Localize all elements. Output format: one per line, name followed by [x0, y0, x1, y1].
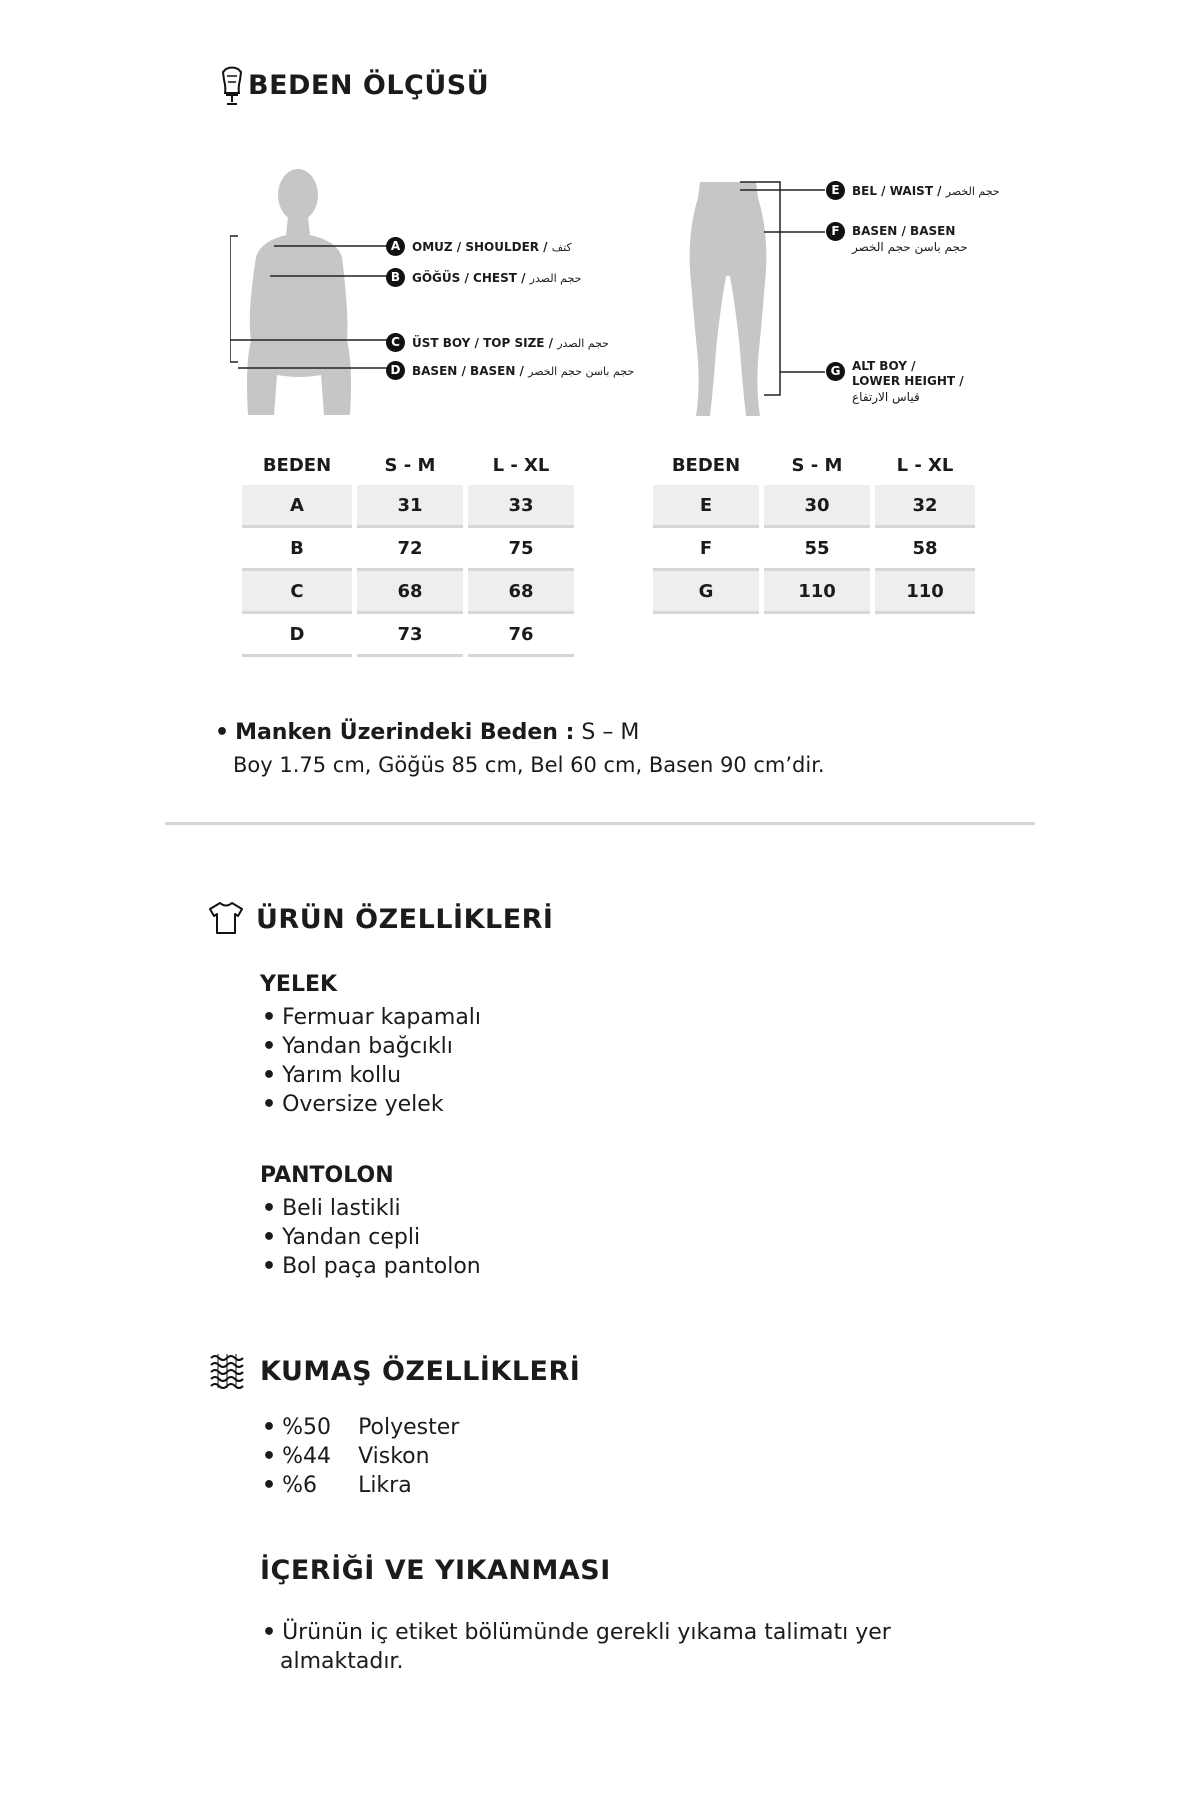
table-header-cell: L - XL	[896, 454, 954, 476]
product-group-title: YELEK	[260, 972, 338, 997]
table-cell: 72	[357, 528, 463, 571]
care-text-line2: almaktadır.	[280, 1649, 404, 1674]
table-row	[653, 571, 975, 614]
label-d-text: BASEN / BASEN /	[412, 364, 524, 378]
label-g-line2: LOWER HEIGHT /	[852, 374, 964, 388]
table-cell: D	[242, 614, 352, 657]
list-item: • Oversize yelek	[262, 1092, 444, 1117]
table-cell: 68	[468, 571, 574, 614]
table-cell: 110	[764, 571, 870, 614]
label-g-ar: قياس الارتفاع	[852, 390, 920, 404]
list-item: • %6 Likra	[262, 1473, 412, 1498]
badge-f: F	[826, 222, 845, 241]
label-g-line1: ALT BOY /	[852, 359, 916, 373]
lower-measure-lines	[740, 180, 830, 400]
table-cell: B	[242, 528, 352, 571]
table-cell: E	[653, 485, 759, 528]
badge-d: D	[386, 361, 405, 380]
label-c-text: ÜST BOY / TOP SIZE /	[412, 336, 554, 350]
tshirt-icon	[208, 900, 244, 936]
table-header-cell: S - M	[791, 454, 843, 476]
badge-a: A	[386, 237, 405, 256]
table-cell: 58	[875, 528, 975, 571]
label-d-ar: حجم باسن حجم الخصر	[528, 365, 635, 378]
label-c-ar: حجم الصدر	[557, 337, 609, 350]
model-note-value: S – M	[581, 720, 640, 745]
table-row	[653, 485, 975, 528]
table-cell: 33	[468, 485, 574, 528]
table-cell: C	[242, 571, 352, 614]
care-text-line1: • Ürünün iç etiket bölümünde gerekli yıkama talimatı yer	[262, 1620, 891, 1645]
product-group-title: PANTOLON	[260, 1163, 394, 1188]
table-row	[242, 485, 574, 528]
label-b-ar: حجم الصدر	[529, 272, 582, 285]
table-cell: 73	[357, 614, 463, 657]
label-e-ar: حجم الخصر	[945, 185, 1000, 198]
model-note-label: Manken Üzerindeki Beden :	[235, 720, 575, 745]
list-item: • Bol paça pantolon	[262, 1254, 481, 1279]
mannequin-icon	[218, 66, 246, 106]
badge-g: G	[826, 362, 845, 381]
divider	[165, 822, 1035, 825]
list-item: • Yandan bağcıklı	[262, 1034, 453, 1059]
badge-c: C	[386, 333, 405, 352]
table-cell: G	[653, 571, 759, 614]
table-cell: 75	[468, 528, 574, 571]
table-row	[242, 528, 574, 571]
label-b-text: GÖĞÜS / CHEST /	[412, 271, 526, 285]
table-header-cell: L - XL	[492, 454, 550, 476]
table-cell: A	[242, 485, 352, 528]
label-f-ar: حجم باسن حجم الخصر	[852, 240, 968, 254]
table-row	[242, 571, 574, 614]
fabric-pattern-icon	[208, 1352, 246, 1390]
care-section-title: İÇERİĞİ VE YIKANMASI	[260, 1555, 611, 1586]
table-cell: 55	[764, 528, 870, 571]
list-item: • Fermuar kapamalı	[262, 1005, 482, 1030]
table-row	[653, 528, 975, 571]
badge-e: E	[826, 181, 845, 200]
table-header	[653, 445, 975, 485]
table-cell: 68	[357, 571, 463, 614]
label-f-text: BASEN / BASEN	[852, 224, 956, 238]
label-a-ar: كتف	[551, 241, 572, 254]
table-header	[242, 445, 574, 485]
table-cell: 76	[468, 614, 574, 657]
list-item: • Yandan cepli	[262, 1225, 421, 1250]
list-item: • %50 Polyester	[262, 1415, 460, 1440]
list-item: • Yarım kollu	[262, 1063, 402, 1088]
table-header-cell: S - M	[384, 454, 436, 476]
model-note-details: Boy 1.75 cm, Göğüs 85 cm, Bel 60 cm, Basen 90 cm’dir.	[233, 753, 825, 777]
badge-b: B	[386, 268, 405, 287]
table-cell: 30	[764, 485, 870, 528]
list-item: • Beli lastikli	[262, 1196, 401, 1221]
list-item: • %44 Viskon	[262, 1444, 430, 1469]
upper-measure-lines	[230, 230, 410, 370]
size-table-lower	[648, 445, 980, 614]
fabric-section-title: KUMAŞ ÖZELLİKLERİ	[260, 1356, 581, 1387]
model-note: • Manken Üzerindeki Beden : S – M	[215, 720, 640, 745]
table-cell: 31	[357, 485, 463, 528]
table-header-cell: BEDEN	[671, 454, 741, 476]
table-cell: 110	[875, 571, 975, 614]
size-table-upper	[237, 445, 579, 657]
label-e-text: BEL / WAIST /	[852, 184, 942, 198]
table-cell: 32	[875, 485, 975, 528]
table-cell: F	[653, 528, 759, 571]
product-section-title: ÜRÜN ÖZELLİKLERİ	[256, 904, 554, 935]
size-section-title: BEDEN ÖLÇÜSÜ	[248, 70, 490, 101]
label-a-text: OMUZ / SHOULDER /	[412, 240, 548, 254]
table-row	[242, 614, 574, 657]
table-header-cell: BEDEN	[262, 454, 332, 476]
